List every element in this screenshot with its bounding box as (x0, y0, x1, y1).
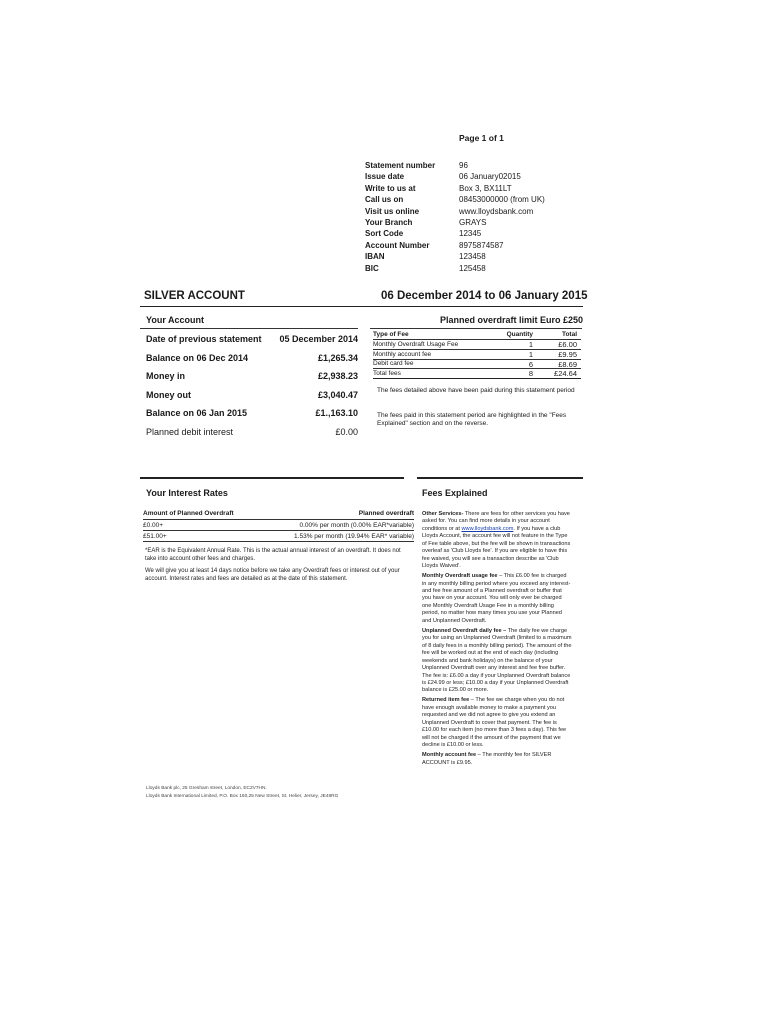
statement-details (365, 160, 545, 274)
debit-interest-line (146, 427, 358, 446)
interest-section-divider (140, 477, 404, 479)
interest-rates-table (143, 510, 414, 542)
account-number-row (365, 240, 545, 251)
paragraph-text: The daily fee we charge you for using an Unplanned Overdraft (limited to a maximum of 8 daily fees in a monthly billing period). The amount of the fee will be worked out at the end of each day (including weekends and bank holidays) on the balance of your Unplanned Overdraft over any interest and fee free buffer. The fee is: £6.00 a day if your Unplanned Overdraft balance is £24.99 or less; £10.00 a day if your Unplanned Overdraft balance is £25.00 or more. (422, 627, 572, 694)
fees-paid-note: The fees detailed above have been paid during this statement period (377, 387, 575, 394)
unplanned-fee-paragraph (422, 628, 572, 695)
paragraph-text: – The fee we charge when you do not have enough available money to make a payment you requested and we did not agree to give you extend an Unplanned Overdraft to cover that payment. The fee is £10.00 for each item (no more than 3 fees a day). This fee will not be charged if the amount of the payment that we decline is £10.00 or less. (422, 697, 567, 749)
fee-type: Monthly Overdraft Usage Fee (373, 340, 459, 348)
ear-note: *EAR is the Equivalent Annual Rate. This is the actual annual interest of an overdraft. It does not take into account other fees and charges. (145, 548, 401, 562)
detail-label: IBAN (365, 252, 385, 262)
other-services-paragraph (422, 511, 572, 571)
table-row (373, 360, 581, 370)
fee-type: Total fees (373, 370, 401, 378)
paragraph-heading: Unplanned Overdraft daily fee – (422, 627, 507, 634)
detail-label: Visit us online (365, 206, 420, 216)
detail-label: Sort Code (365, 229, 404, 239)
line-value: 05 December 2014 (279, 334, 358, 344)
paragraph-text: . If you have a club Lloyds Account, the account fee will not feature in the Type of Fee table above, but the fee will be shown in transactions overleaf as 'Club Lloyds fee'. If you are eligible to have this fee waived, you will see a transaction describe as 'Club Lloyds Waived'. (422, 525, 571, 570)
paragraph-text: – This £6.00 fee is charged in any monthly billing period where you exceed any interest- and fee free amount of a Planned overdraft or buffer that you have on your account. You will only ever be charged one Monthly Overdraft Usage Fee in a monthly billing period, no matter how many times you use your Planned and Unplanned Overdraft. (422, 573, 571, 624)
title-divider (140, 306, 583, 307)
detail-value: 06 January02015 (459, 172, 521, 182)
detail-value: 08453000000 (from UK) (459, 195, 545, 205)
detail-label: Call us on (365, 195, 404, 205)
branch-row (365, 217, 545, 228)
detail-value: 123458 (459, 252, 486, 262)
detail-value: 96 (459, 161, 468, 170)
table-row (373, 340, 581, 350)
fee-total: £6.00 (558, 339, 577, 349)
paragraph-heading: Monthly Overdraft usage fee (422, 573, 498, 580)
previous-statement-line (146, 334, 358, 353)
header-amount: Amount of Planned Overdraft (143, 510, 234, 517)
detail-value: GRAYS (459, 218, 487, 228)
line-value: £0.00 (335, 426, 358, 437)
line-value: £2,938.23 (317, 371, 358, 381)
rates-header-row (143, 510, 414, 520)
detail-label: Statement number (365, 161, 436, 170)
fees-highlight-note: The fees paid in this statement period are highlighted in the "Fees Explained" section and on the reverse. (377, 412, 567, 427)
fee-type: Debit card fee (373, 360, 414, 368)
fee-quantity: 8 (528, 369, 533, 379)
detail-value: Box 3, BX11LT (459, 183, 512, 193)
footer-line: Lloyds Bank International Limited, P.O. Box 160,25 New Street, St. Helier, Jersey, JE48RG (146, 793, 339, 799)
lloyds-website-link[interactable]: www.lloydsbank.com (461, 525, 514, 532)
usage-fee-paragraph (422, 573, 572, 625)
fees-explained-body (422, 511, 572, 769)
line-value: £3,040.47 (317, 389, 358, 400)
detail-value: 125458 (459, 263, 486, 273)
statement-period: 06 December 2014 to 06 January 2015 (381, 290, 588, 302)
table-row (143, 520, 414, 531)
opening-balance-line (146, 353, 358, 372)
header-type: Type of Fee (373, 331, 409, 338)
issue-date-row (365, 171, 545, 182)
detail-value: www.lloydsbank.com (459, 206, 534, 216)
iban-row (365, 251, 545, 262)
detail-label: Write to us at (365, 183, 416, 193)
header-total: Total (561, 331, 577, 338)
your-account-section (146, 315, 358, 445)
rate-value: 0.00% per month (0.00% EAR*variable) (299, 521, 414, 529)
table-row (373, 350, 581, 360)
detail-label: Issue date (365, 172, 405, 182)
write-to-row (365, 183, 545, 194)
detail-label: BIC (365, 263, 379, 273)
line-label: Date of previous statement (146, 334, 262, 344)
paragraph-text: – The monthly fee for SILVER ACCOUNT is £9.95. (422, 752, 552, 766)
money-out-line (146, 390, 358, 409)
fee-type: Monthly account fee (373, 350, 432, 358)
line-value: £1.,163.10 (315, 408, 358, 418)
header-quantity: Quantity (506, 331, 533, 338)
sort-code-row (365, 228, 545, 239)
line-label: Planned debit interest (146, 426, 234, 437)
fee-quantity: 1 (528, 339, 533, 349)
fee-quantity: 6 (528, 359, 533, 369)
fee-total: £8.69 (558, 359, 577, 369)
monthly-fee-paragraph (422, 752, 572, 767)
footer (146, 785, 338, 800)
bic-row (365, 263, 545, 274)
your-account-heading: Your Account (146, 315, 204, 325)
line-label: Money out (146, 389, 191, 400)
detail-value: 12345 (459, 229, 482, 239)
fees-header-row (373, 330, 581, 340)
closing-balance-line (146, 408, 358, 427)
header-rate: Planned overdraft (358, 510, 414, 517)
detail-label: Account Number (365, 240, 430, 250)
page-number: Page 1 of 1 (459, 133, 504, 143)
fees-explained-title: Fees Explained (422, 488, 488, 498)
paragraph-heading: Other Services- (422, 511, 464, 517)
detail-value: 8975874587 (459, 240, 504, 250)
returned-item-paragraph (422, 697, 572, 749)
account-name: SILVER ACCOUNT (144, 290, 245, 302)
table-row (143, 531, 414, 542)
paragraph-heading: Returned item fee (422, 697, 470, 704)
notice-note: We will give you at least 14 days notice before we take any Overdraft fees or interest out of your account. Interest rates and fees are detailed as at the date of this statement. (145, 568, 400, 582)
money-in-line (146, 371, 358, 390)
footer-line: Lloyds Bank plc, 25 Gresham street, London, EC2V7HN. (146, 786, 267, 791)
line-label: Money in (146, 371, 186, 381)
interest-rates-title: Your Interest Rates (146, 488, 228, 498)
statement-number-row (365, 160, 545, 171)
visit-online-row (365, 206, 545, 217)
rate-value: 1.53% per month (19.94% EAR* variable) (294, 532, 414, 540)
paragraph-text: There are fees for other services you have asked for. You can find more details in your account conditions or at (422, 511, 570, 532)
fees-table (373, 330, 581, 379)
detail-label: Your Branch (365, 218, 413, 228)
fees-divider (370, 328, 582, 329)
total-fees-row (373, 369, 581, 379)
fees-explained-divider (417, 477, 583, 479)
fee-total: £24.64 (554, 369, 577, 379)
call-us-row (365, 194, 545, 205)
fee-quantity: 1 (528, 349, 533, 359)
rate-amount: £0.00+ (143, 521, 164, 529)
line-value: £1,265.34 (317, 352, 358, 363)
line-label: Balance on 06 Jan 2015 (146, 408, 248, 418)
paragraph-heading: Monthly account fee (422, 752, 477, 759)
line-label: Balance on 06 Dec 2014 (146, 352, 249, 363)
rate-amount: £51.00+ (143, 532, 167, 540)
fee-total: £9.95 (558, 349, 577, 359)
overdraft-limit: Planned overdraft limit Euro £250 (440, 315, 584, 325)
